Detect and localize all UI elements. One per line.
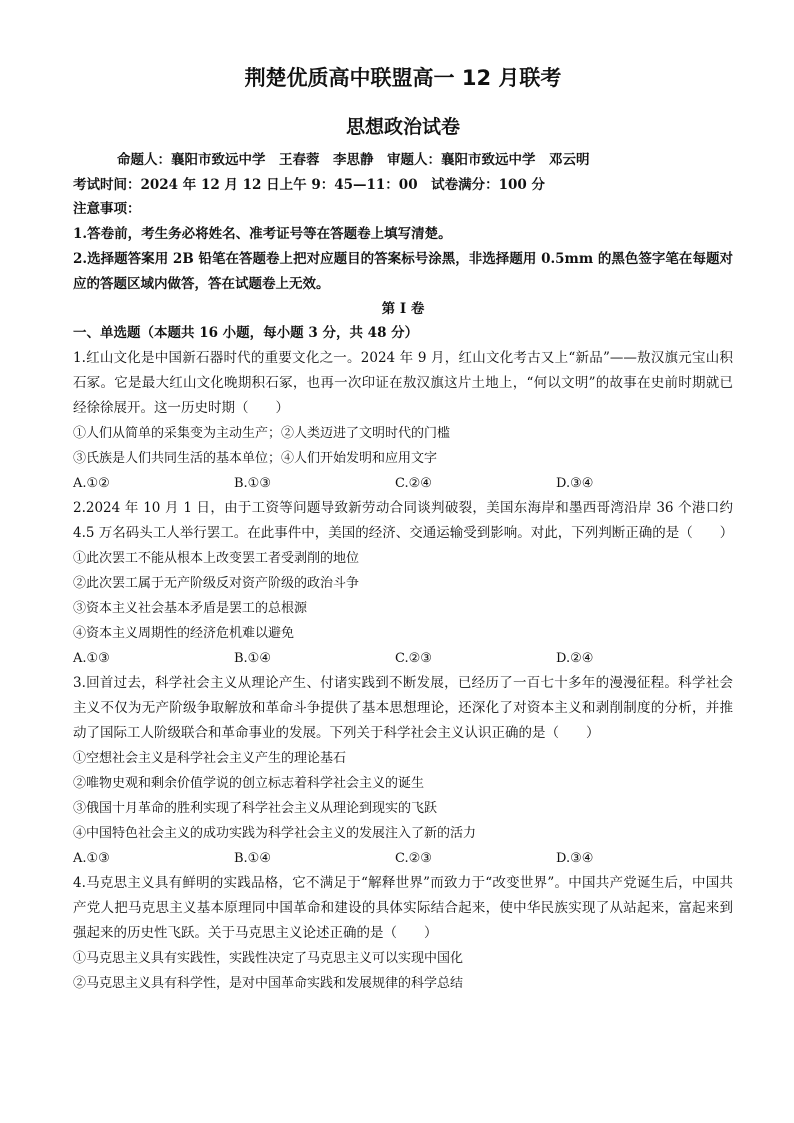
choice-d: D.③④ bbox=[556, 475, 594, 491]
choice-b: B.①③ bbox=[234, 475, 271, 491]
choice-a: A.①③ bbox=[73, 650, 110, 666]
choice-b: B.①④ bbox=[234, 850, 271, 866]
question-option: ①马克思主义具有实践性，实践性决定了马克思主义可以实现中国化 bbox=[73, 950, 464, 966]
question-option: ②唯物史观和剩余价值学说的创立标志着科学社会主义的诞生 bbox=[73, 775, 425, 791]
choice-c: C.②③ bbox=[395, 850, 432, 866]
choice-b: B.①④ bbox=[234, 650, 271, 666]
answer-choices bbox=[73, 846, 733, 871]
exam-subject: 思想政治试卷 bbox=[345, 116, 460, 138]
authors-line: 命题人：襄阳市致远中学 王春蓉 李思静 审题人：襄阳市致远中学 邓云明 bbox=[117, 152, 590, 168]
exam-info-line: 考试时间：2024 年 12 月 12 日上午 9：45—11：00 试卷满分：100 分 bbox=[73, 176, 545, 193]
question-option: ④资本主义周期性的经济危机难以避免 bbox=[73, 625, 295, 641]
question-stem: 4.马克思主义具有鲜明的实践品格，它不满足于“解释世界”而致力于“改变世界”。中国共产党诞生后，中国共产党人把马克思主义基本原理同中国革命和建设的具体实际结合起来，使中华民族实现了从站起来，富起来到强起来的历史性飞跃。关于马克思主义论述正确的是（ ） bbox=[73, 874, 733, 941]
notice-item: 2.选择题答案用 2B 铅笔在答题卷上把对应题目的答案标号涂黑，非选择题用 0.5mm 的黑色签字笔在每题对应的答题区域内做答，答在试题卷上无效。 bbox=[73, 250, 733, 292]
choice-c: C.②③ bbox=[395, 650, 432, 666]
question-option: ③俄国十月革命的胜利实现了科学社会主义从理论到现实的飞跃 bbox=[73, 800, 438, 816]
question-option: ④中国特色社会主义的成功实践为科学社会主义的发展注入了新的活力 bbox=[73, 825, 477, 841]
question-option: ②此次罢工属于无产阶级反对资产阶级的政治斗争 bbox=[73, 575, 360, 591]
question-4 bbox=[73, 871, 733, 996]
question-3 bbox=[73, 671, 733, 871]
answer-choices bbox=[73, 471, 733, 496]
question-2 bbox=[73, 496, 733, 671]
question-option: ③氏族是人们共同生活的基本单位；④人们开始发明和应用文字 bbox=[73, 450, 438, 466]
question-1 bbox=[73, 346, 733, 496]
choice-a: A.①② bbox=[73, 475, 110, 491]
notice-heading: 注意事项： bbox=[73, 201, 141, 217]
question-stem: 1.红山文化是中国新石器时代的重要文化之一。2024 年 9 月，红山文化考古又上“新品”——敖汉旗元宝山积石冢。它是最大红山文化晚期积石冢，也再一次印证在敖汉旗这片土地上，“何以文明”的故事在史前时期就已经徐徐展开。这一历史时期（ ） bbox=[73, 349, 733, 416]
choice-c: C.②④ bbox=[395, 475, 432, 491]
choice-a: A.①③ bbox=[73, 850, 110, 866]
question-stem: 2.2024 年 10 月 1 日，由于工资等问题导致新劳动合同谈判破裂，美国东海岸和墨西哥湾沿岸 36 个港口约 4.5 万名码头工人举行罢工。在此事件中，美国的经济、交通运输受到影响。对此，下列判断正确的是（ ） bbox=[73, 499, 734, 541]
choice-d: D.③④ bbox=[556, 850, 594, 866]
volume-label: 第 I 卷 bbox=[381, 300, 425, 317]
question-option: ①空想社会主义是科学社会主义产生的理论基石 bbox=[73, 750, 347, 766]
question-option: ①人们从简单的采集变为主动生产；②人类迈进了文明时代的门槛 bbox=[73, 425, 451, 441]
exam-title: 荆楚优质高中联盟高一 12 月联考 bbox=[244, 66, 562, 90]
question-option: ①此次罢工不能从根本上改变罢工者受剥削的地位 bbox=[73, 550, 360, 566]
question-option: ③资本主义社会基本矛盾是罢工的总根源 bbox=[73, 600, 308, 616]
question-stem: 3.回首过去，科学社会主义从理论产生、付诸实践到不断发展，已经历了一百七十多年的漫漫征程。科学社会主义不仅为无产阶级争取解放和革命斗争提供了基本思想理论，还深化了对资本主义和剥削制度的分析，并推动了国际工人阶级联合和革命事业的发展。下列关于科学社会主义认识正确的是（ ） bbox=[73, 674, 733, 741]
choice-d: D.②④ bbox=[556, 650, 594, 666]
section-heading: 一、单选题（本题共 16 小题，每小题 3 分，共 48 分） bbox=[73, 325, 419, 341]
notice-item: 1.答卷前，考生务必将姓名、准考证号等在答题卷上填写清楚。 bbox=[73, 225, 452, 242]
question-option: ②马克思主义具有科学性，是对中国革命实践和发展规律的科学总结 bbox=[73, 975, 464, 991]
answer-choices bbox=[73, 646, 733, 671]
exam-page bbox=[73, 60, 733, 996]
